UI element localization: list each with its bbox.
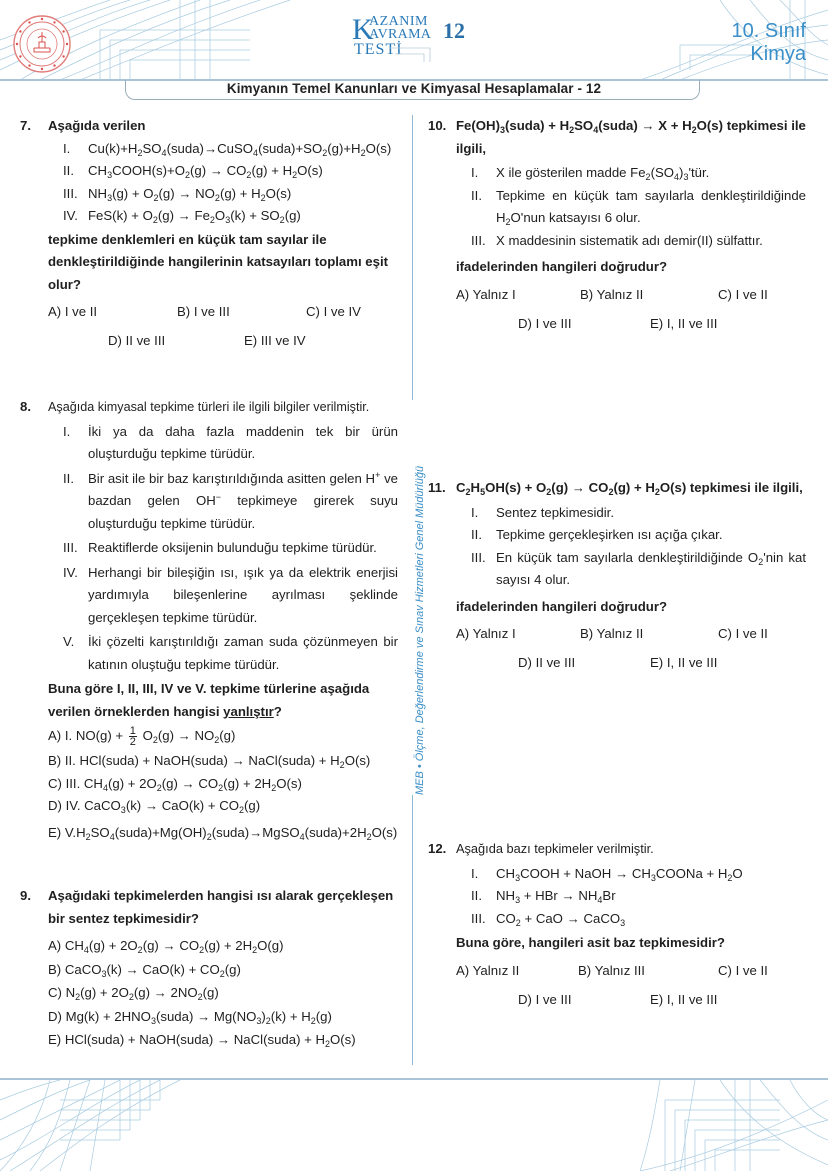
roman-numeral: III. xyxy=(471,549,486,565)
brand-logo xyxy=(352,12,472,62)
formula: $CH_3COOH(s)+O_2(g) \to CO_2(g) + H_2O(s)$ xyxy=(88,163,323,180)
option-c[interactable]: C) I ve II xyxy=(718,962,768,978)
question-text: tepkime denklemleri en küçük tam sayılar ile denkleştirildiğinde hangilerinin katsayıları toplamı eşit olur? xyxy=(48,231,389,292)
option-d[interactable]: D) II ve III xyxy=(518,655,576,670)
footer-pattern-right xyxy=(640,1080,828,1171)
question-text: ifadelerinden hangileri doğrudur? xyxy=(456,259,668,274)
answer-options-row2 xyxy=(48,327,398,354)
question-7 xyxy=(20,115,398,354)
formula: $FeS(k) + O_2(g) \to Fe_2O_3(k) + SO_2(g)$ xyxy=(88,208,301,225)
option-b[interactable]: B) Yalnız II xyxy=(580,626,644,641)
statement-item xyxy=(63,562,398,630)
statement-list xyxy=(63,421,398,677)
option-a[interactable]: A) Yalnız II xyxy=(456,962,520,978)
brand-line-1: AZANIM xyxy=(369,14,428,29)
option-b[interactable]: B) I ve III xyxy=(177,304,230,319)
formula: $CH_3COOH$ + NaOH → $CH_3COONa + H_2O$ xyxy=(496,865,743,883)
roman-numeral: III. xyxy=(471,910,486,926)
option-b[interactable]: B) CaCO$_3$(k) → $CaO(k) + CO_2(g)$ xyxy=(48,961,241,979)
answer-options-row2 xyxy=(456,986,806,1013)
option-d[interactable]: D) I ve III xyxy=(518,991,572,1007)
roman-numeral: IV. xyxy=(63,564,78,580)
answer-options-row2 xyxy=(456,649,806,676)
statement-text: Sentez tepkimesidir. xyxy=(496,504,615,520)
question-10 xyxy=(428,115,806,337)
option-d[interactable]: D) I ve III xyxy=(518,315,572,331)
statement-item xyxy=(471,524,806,547)
question-stem: Aşağıda verilen xyxy=(48,118,146,133)
option-e[interactable]: E) $V.H_2SO_4(suda)+Mg(OH)_2(suda)\to MgSO_4(suda)+2H_2O(s)$ xyxy=(48,824,398,842)
option-e[interactable]: E) HCl(suda) + NaOH(suda) → NaCl(suda) + $H_2O(s)$ xyxy=(48,1032,356,1049)
statement-list xyxy=(63,138,398,228)
statement-item xyxy=(471,185,806,230)
roman-numeral: III. xyxy=(63,185,78,201)
brand-line-2: AVRAMA xyxy=(369,27,432,42)
question-text xyxy=(48,678,398,723)
statement-text: İki ya da daha fazla maddenin tek bir ürün oluşturduğu tepkime türüdür. xyxy=(88,423,398,461)
option-e[interactable]: E) III ve IV xyxy=(244,333,306,348)
question-stem: Aşağıda bazı tepkimeler verilmiştir. xyxy=(456,841,654,856)
option-a[interactable]: A) I ve II xyxy=(48,304,98,319)
question-text: ifadelerinden hangileri doğrudur? xyxy=(456,598,668,614)
statement-text: X maddesinin sistematik adı demir(II) sülfattır. xyxy=(496,232,763,248)
option-b[interactable]: B) Yalnız II xyxy=(580,286,644,302)
roman-numeral: II. xyxy=(63,163,74,178)
statement-item xyxy=(63,631,398,676)
question-stem: Aşağıda kimyasal tepkime türleri ile ilgili bilgiler verilmiştir. xyxy=(48,400,370,414)
question-8 xyxy=(20,396,398,844)
question-9 xyxy=(20,885,398,1052)
option-a[interactable]: A) $CH_4(g) + 2O_2(g) \to CO_2(g) + 2H_2O(g)$ xyxy=(48,938,284,955)
statement-item xyxy=(471,230,806,253)
question-stem: $Fe(OH)_3(suda)$ + $H_2SO_4(suda) \to X + H_2O(s)$ tepkimesi ile ilgili, xyxy=(456,118,806,156)
publisher-side-text: MEB • Ölçme, Değerlendirme ve Sınav Hizmetleri Genel Müdürlüğü xyxy=(414,465,426,795)
statement-item xyxy=(471,162,806,185)
answer-options-row2 xyxy=(456,310,806,337)
option-e[interactable]: E) I, II ve III xyxy=(650,655,718,670)
question-number: 7. xyxy=(20,118,31,133)
footer-pattern-left xyxy=(0,1080,190,1171)
statement-list xyxy=(471,502,806,592)
statement-text: Bir asit ile bir baz karıştırıldığında asitten gelen H+ ve bazdan gelen OH− tepkimeye girerek suyu oluşturduğu tepkime türüdür. xyxy=(88,469,398,531)
option-a[interactable]: A) Yalnız I xyxy=(456,626,516,641)
page-subtitle: Kimyanın Temel Kanunları ve Kimyasal Hesaplamalar - 12 xyxy=(226,81,602,96)
roman-numeral: I. xyxy=(471,865,479,881)
question-11 xyxy=(428,477,806,676)
statement-text: Tepkime en küçük tam sayılarla denkleştirildiğinde $H_2O'nun$ katsayısı 6 olur. xyxy=(496,187,806,227)
question-text: Aşağıdaki tepkimelerden hangisi ısı alarak gerçekleşen bir sentez tepkimesidir? xyxy=(48,888,394,926)
brand-line-3: TESTİ xyxy=(354,41,403,58)
option-d[interactable]: D) $Mg(k) + 2HNO_3(suda) \to Mg(NO_3)_2(k) + H_2(g)$ xyxy=(48,1008,332,1026)
answer-options xyxy=(456,957,806,984)
statement-text: Tepkime gerçekleşirken ısı açığa çıkar. xyxy=(496,527,723,542)
option-e[interactable]: E) I, II ve III xyxy=(650,315,718,331)
option-d[interactable]: D) IV. CaCO$_3$(k) → $CaO(k) + CO_2(g)$ xyxy=(48,798,261,815)
statement-item xyxy=(63,421,398,466)
question-stem: $C_2H_5OH(s) + O_2(g) \to CO_2(g) + H_2O(s)$ tepkimesi ile ilgili, xyxy=(456,480,803,497)
statement-item xyxy=(471,863,806,886)
statement-text: İki çözelti karıştırıldığı zaman suda çözünmeyen bir katının oluştuğu tepkime türüdür. xyxy=(88,634,398,672)
option-b[interactable]: B) II. HCl(suda) + NaOH(suda) → NaCl(suda) + $H_2O(s)$ xyxy=(48,753,371,770)
option-b[interactable]: B) Yalnız III xyxy=(578,962,645,978)
formula: $CO_2$ + CaO → CaCO$_3$ xyxy=(496,910,626,928)
statement-item xyxy=(471,885,806,908)
statement-item xyxy=(63,537,398,560)
answer-options xyxy=(48,725,398,844)
statement-list xyxy=(471,162,806,252)
question-12 xyxy=(428,838,806,1013)
option-d[interactable]: D) II ve III xyxy=(108,333,166,348)
statement-text: X ile gösterilen madde $Fe_2(SO_4)_3'tür$. xyxy=(496,165,710,182)
subject-text: Kimya xyxy=(750,43,806,65)
question-number: 8. xyxy=(20,399,31,414)
formula: $Cu(k)+H_2SO_4(suda)\to CuSO_4(suda)+SO_2(g)+H_2O(s)$ xyxy=(88,140,392,158)
option-c[interactable]: C) III. $CH_4(g) + 2O_2(g) \to CO_2(g) + 2H_2O(s)$ xyxy=(48,775,302,793)
question-number: 11. xyxy=(428,480,446,495)
question-text: Buna göre, hangileri asit baz tepkimesidir? xyxy=(456,935,725,950)
roman-numeral: III. xyxy=(471,232,486,248)
roman-numeral: I. xyxy=(63,423,71,439)
option-e[interactable]: E) I, II ve III xyxy=(650,991,718,1007)
option-a[interactable]: A) Yalnız I xyxy=(456,286,516,302)
statement-item xyxy=(63,160,398,183)
statement-item xyxy=(63,468,398,536)
answer-options xyxy=(456,281,806,308)
grade-label xyxy=(732,20,807,66)
option-c[interactable]: C) I ve IV xyxy=(306,304,361,319)
question-number: 12. xyxy=(428,841,447,856)
brand-k: K xyxy=(352,13,374,46)
statement-item xyxy=(63,205,398,228)
option-c[interactable]: C) $N_2(g) + 2O_2(g) \to 2NO_2(g)$ xyxy=(48,985,219,1002)
roman-numeral: III. xyxy=(63,540,78,555)
statement-text: Herhangi bir bileşiğin ısı, ışık ya da elektrik enerjisi yardımıyla bileşenlerine ayrılması şeklinde gerçekleşen tepkime türüdür. xyxy=(88,564,398,625)
brand-frame-icon xyxy=(390,44,440,64)
statement-text: En küçük tam sayılarla denkleştirildiğinde $O_2'nin$ kat sayısı 4 olur. xyxy=(496,549,806,587)
question-number: 10. xyxy=(428,118,447,133)
statement-list xyxy=(471,863,806,931)
roman-numeral: II. xyxy=(471,888,482,903)
roman-numeral: II. xyxy=(63,470,74,486)
footer-rule xyxy=(0,1078,828,1080)
test-number: 12 xyxy=(443,18,465,43)
question-text-a: Buna göre I, II, III, IV ve V. tepkime türlerine aşağıda verilen örneklerden hangisi xyxy=(48,681,370,719)
formula: $NH_3(g) + O_2(g) \to NO_2(g) + H_2O(s)$ xyxy=(88,185,292,203)
roman-numeral: II. xyxy=(471,527,482,542)
question-text-b: ? xyxy=(273,703,282,719)
option-a[interactable]: A) I. NO(g) + $\frac{1}{2}$ $O_2(g) \to NO_2(g)$ xyxy=(48,725,236,749)
statement-text: Reaktiflerde oksijenin bulunduğu tepkime türüdür. xyxy=(88,540,377,555)
meb-seal-icon xyxy=(12,14,72,74)
formula: $NH_3$ + HBr → $NH_4Br$ xyxy=(496,888,616,905)
grade-text: 10. Sınıf xyxy=(731,20,806,42)
roman-numeral: I. xyxy=(471,504,479,520)
statement-item xyxy=(63,183,398,206)
question-emphasis: yanlıştır xyxy=(223,703,274,719)
option-c[interactable]: C) I ve II xyxy=(718,286,768,302)
question-number: 9. xyxy=(20,888,31,903)
answer-options xyxy=(456,620,806,647)
roman-numeral: V. xyxy=(63,634,75,649)
roman-numeral: IV. xyxy=(63,208,78,223)
roman-numeral: I. xyxy=(63,140,71,156)
statement-item xyxy=(63,138,398,161)
fraction-half: $\frac{1}{2}$ xyxy=(129,725,136,749)
roman-numeral: I. xyxy=(471,165,479,180)
statement-item xyxy=(471,502,806,525)
statement-item xyxy=(471,908,806,931)
answer-options xyxy=(48,298,398,325)
answer-options xyxy=(48,934,398,1052)
statement-item xyxy=(471,547,806,592)
roman-numeral: II. xyxy=(471,187,482,203)
option-c[interactable]: C) I ve II xyxy=(718,626,768,641)
